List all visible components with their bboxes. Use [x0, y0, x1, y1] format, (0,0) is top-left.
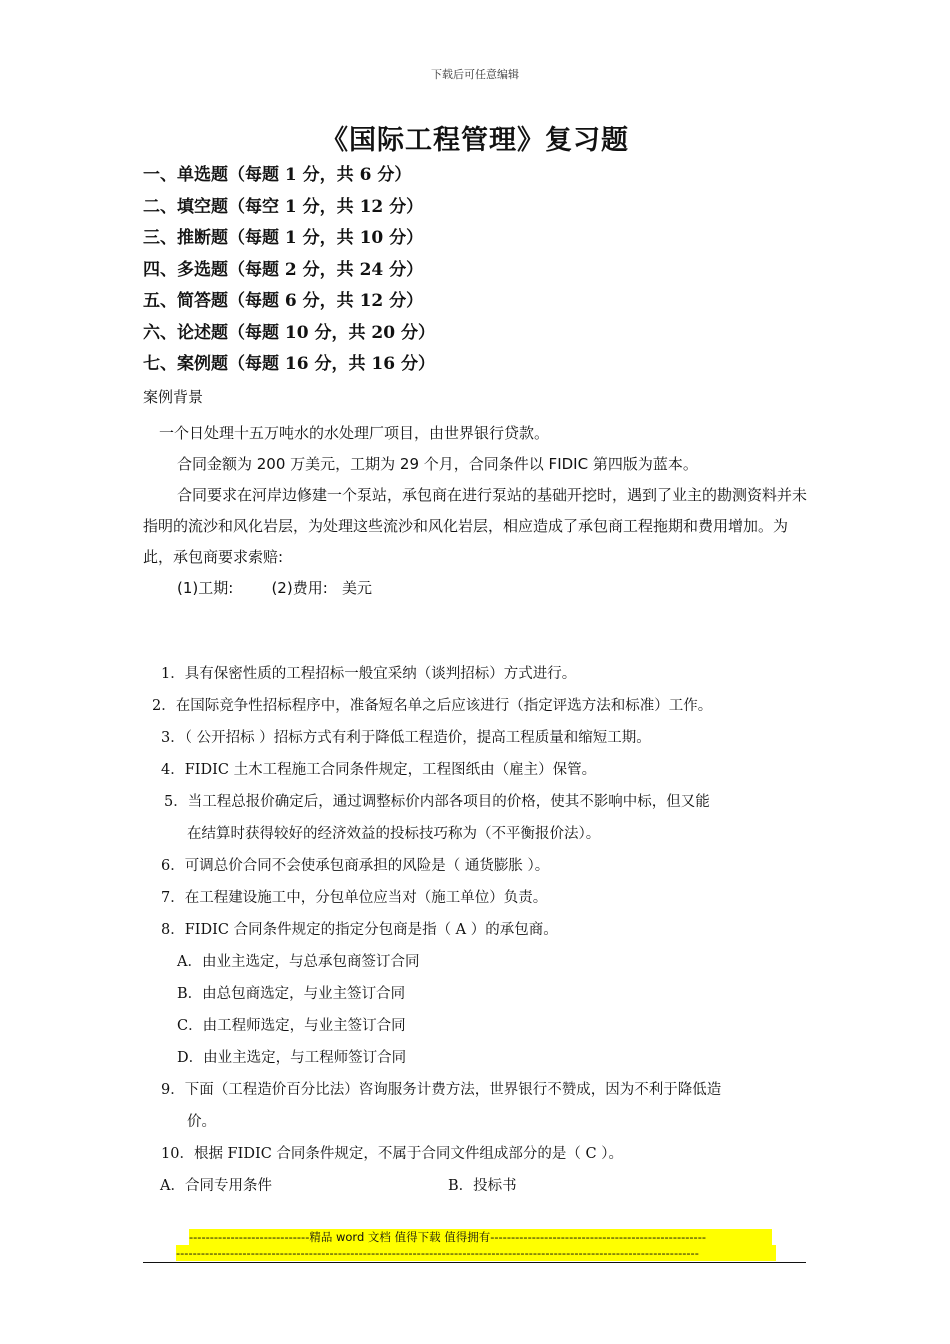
footer-divider: [143, 1262, 806, 1263]
case-heading: 案例背景: [143, 388, 204, 406]
question-9-continued: 价。: [187, 1114, 216, 1130]
section-judgement: 三、推断题（每题 1 分，共 10 分）: [143, 228, 424, 248]
question-8-option-c: C．由工程师选定，与业主签订合同: [177, 1018, 406, 1034]
footer-banner-line-2: ------------------------------------------------------------------------------------------------------------------------------: [176, 1245, 776, 1261]
case-paragraph-1: 一个日处理十五万吨水的水处理厂项目，由世界银行贷款。: [159, 424, 550, 442]
question-8: 8．FIDIC 合同条件规定的指定分包商是指（ A ）的承包商。: [161, 922, 558, 938]
question-5: 5．当工程总报价确定后，通过调整标价内部各项目的价格，使其不影响中标，但又能: [164, 794, 710, 810]
case-paragraph-3: 合同要求在河岸边修建一个泵站，承包商在进行泵站的基础开挖时，遇到了业主的勘测资料并未指明的流沙和风化岩层，为处理这些流沙和风化岩层，相应造成了承包商工程拖期和费用增加。为此，承包商要求索赔:: [143, 486, 808, 566]
question-10-option-b: B．投标书: [448, 1178, 517, 1194]
header-note: 下载后可任意编辑: [431, 68, 519, 81]
page-title: 《国际工程管理》复习题: [321, 125, 629, 156]
section-single-choice: 一、单选题（每题 1 分，共 6 分）: [143, 165, 412, 185]
section-multiple-choice: 四、多选题（每题 2 分，共 24 分）: [143, 259, 424, 280]
case-paragraph-2: 合同金额为 200 万美元，工期为 29 个月，合同条件以 FIDIC 第四版为蓝本。: [177, 455, 698, 473]
question-6: 6．可调总价合同不会使承包商承担的风险是（ 通货膨胀 ）。: [161, 858, 550, 874]
question-1: 1．具有保密性质的工程招标一般宜采纳（谈判招标）方式进行。: [161, 666, 577, 682]
question-list: [143, 658, 815, 1202]
section-case-study: 七、案例题（每题 16 分，共 16 分）: [143, 354, 435, 374]
question-7: 7．在工程建设施工中，分包单位应当对（施工单位）负责。: [161, 890, 548, 906]
footer-banner-line-1: -----------------------------精品 word 文档 值得下载 值得拥有----------------------------------------------------: [189, 1229, 772, 1245]
question-8-option-b: B．由总包商选定，与业主签订合同: [177, 986, 406, 1002]
question-8-option-d: D．由业主选定，与工程师签订合同: [177, 1050, 407, 1066]
question-type-list: [143, 161, 435, 382]
section-essay: 六、论述题（每题 10 分，共 20 分）: [143, 322, 435, 343]
question-8-option-a: A．由业主选定，与总承包商签订合同: [177, 954, 420, 970]
question-10-options: [143, 1170, 815, 1202]
question-3: 3．（ 公开招标 ）招标方式有利于降低工程造价，提高工程质量和缩短工期。: [161, 730, 651, 746]
footer-banner: [176, 1229, 776, 1261]
question-2: 2．在国际竞争性招标程序中，准备短名单之后应该进行（指定评选方法和标准）工作。: [152, 698, 713, 714]
case-background: [143, 386, 813, 604]
question-5-continued: 在结算时获得较好的经济效益的投标技巧称为（不平衡报价法）。: [187, 826, 601, 842]
question-4: 4．FIDIC 土木工程施工合同条件规定，工程图纸由（雇主）保管。: [161, 762, 597, 778]
case-claims: (1)工期: (2)费用: 美元: [177, 579, 373, 597]
question-9: 9．下面（工程造价百分比法）咨询服务计费方法，世界银行不赞成，因为不利于降低造: [161, 1082, 722, 1098]
section-fill-blank: 二、填空题（每空 1 分，共 12 分）: [143, 196, 424, 217]
question-10: 10．根据 FIDIC 合同条件规定，不属于合同文件组成部分的是（ C ）。: [161, 1146, 623, 1162]
section-short-answer: 五、简答题（每题 6 分，共 12 分）: [143, 291, 424, 311]
question-10-option-a: A．合同专用条件: [160, 1178, 272, 1194]
